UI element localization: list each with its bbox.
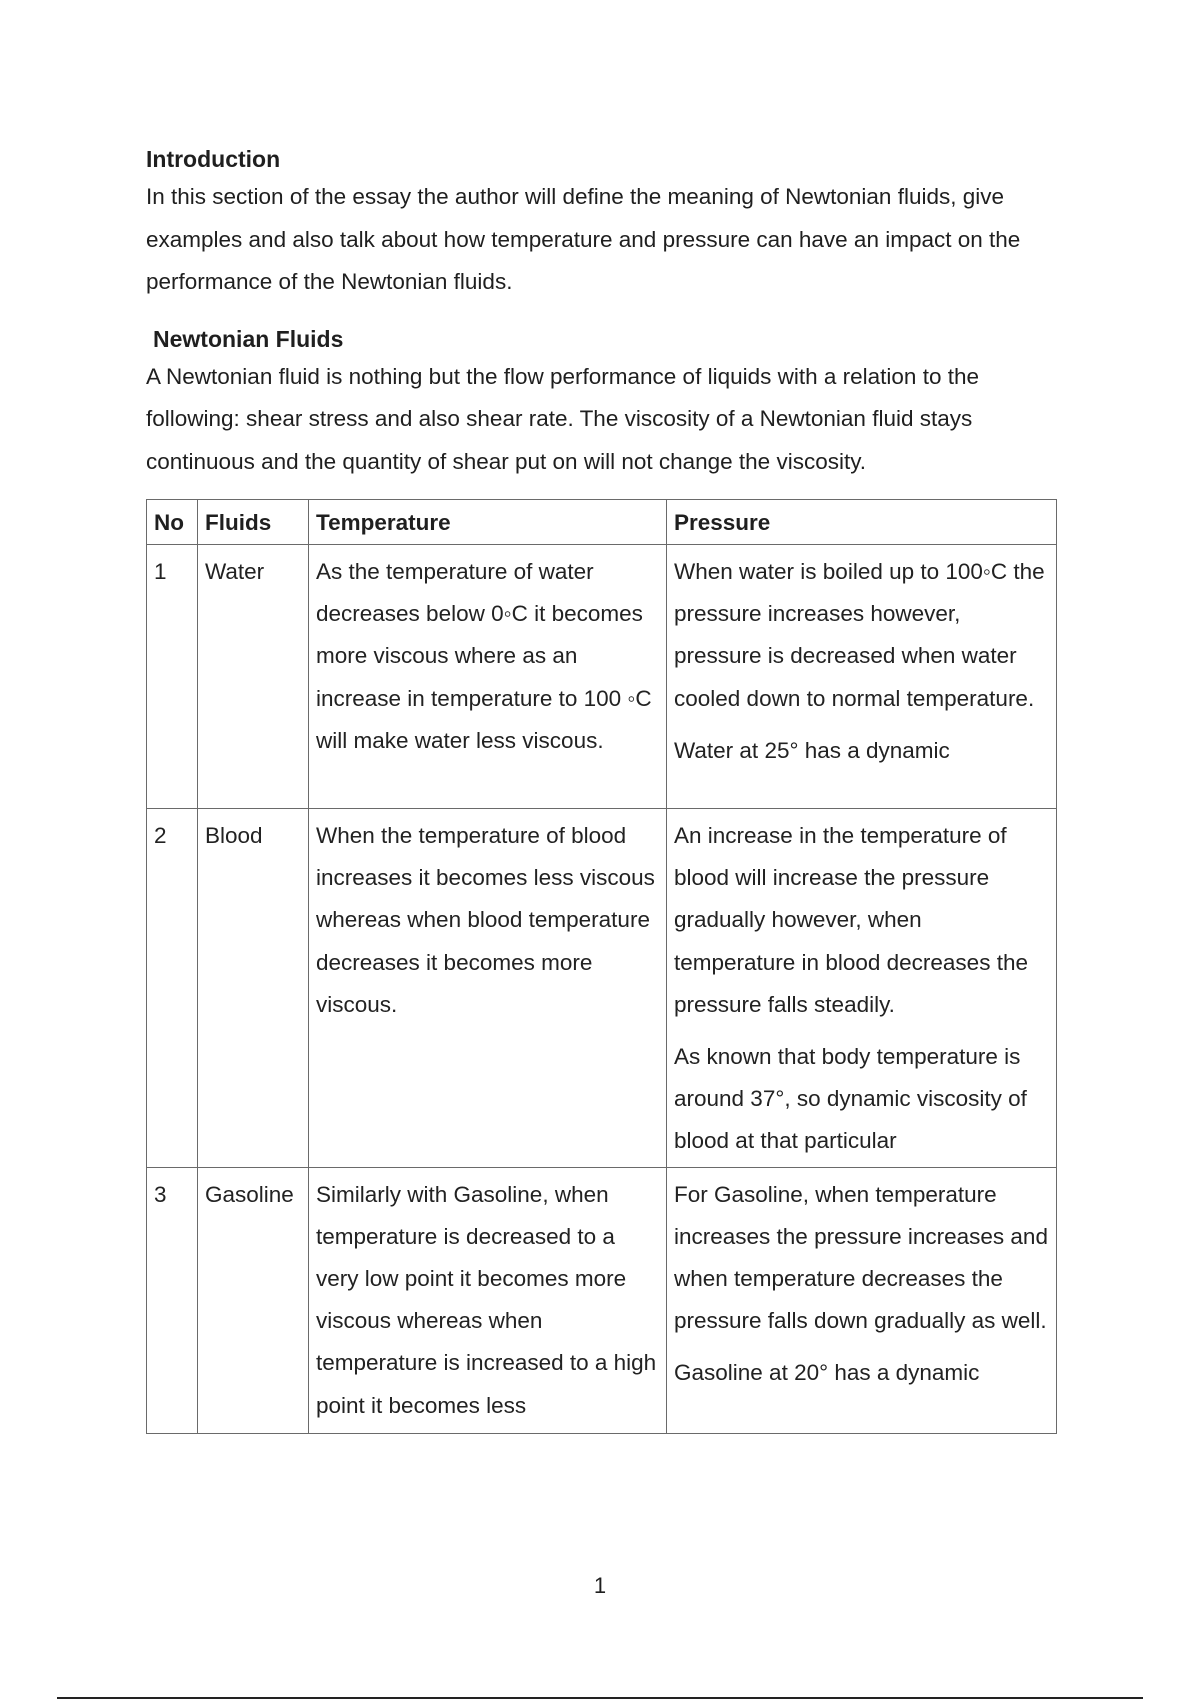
pressure-cell — [667, 545, 1057, 809]
header-fluids: Fluids — [198, 500, 309, 545]
pressure-text: For Gasoline, when temperature increases the pressure increases and when temperature decreases the pressure falls down gradually as well. — [674, 1181, 1048, 1334]
pressure-text: When water is boiled up to 100◦C the pressure increases however, pressure is decreased when water cooled down to normal temperature. — [674, 559, 1045, 711]
pressure-extra-text: As known that body temperature is around 37°, so dynamic viscosity of blood at that particular — [674, 1044, 1027, 1154]
header-no: No — [147, 500, 198, 545]
page-number: 1 — [593, 1573, 607, 1598]
pressure-extra-text: Gasoline at 20° has a dynamic — [674, 1360, 980, 1386]
fluids-table — [146, 499, 1057, 1434]
introduction-paragraph: In this section of the essay the author will define the meaning of Newtonian fluids, give examples and also talk about how temperature and pressure can have an impact on the performance of the Newtonian fluids. — [146, 184, 1021, 294]
page-content — [146, 142, 1056, 1434]
newtonian-fluids-heading: Newtonian Fluids — [153, 325, 344, 352]
table-header-row — [147, 500, 1057, 545]
temperature-cell: When the temperature of blood increases it becomes less viscous whereas when blood temperature decreases it becomes more viscous. — [309, 809, 667, 1168]
fluid-name — [198, 1167, 309, 1433]
table-row — [147, 545, 1057, 809]
fluid-name — [198, 809, 309, 1168]
pressure-cell — [667, 1167, 1057, 1433]
temperature-cell: As the temperature of water decreases below 0◦C it becomes more viscous where as an increase in temperature to 100 ◦C will make water less viscous. — [309, 545, 667, 809]
footer-divider — [57, 1697, 1143, 1699]
row-number: 3 — [147, 1167, 198, 1433]
pressure-cell — [667, 809, 1057, 1168]
fluid-name — [198, 545, 309, 809]
table-row — [147, 1167, 1057, 1433]
row-number: 2 — [147, 809, 198, 1168]
row-number: 1 — [147, 545, 198, 809]
pressure-extra-text: Water at 25° has a dynamic — [674, 737, 950, 763]
header-pressure: Pressure — [667, 500, 1057, 545]
table-row — [147, 809, 1057, 1168]
fluid-name-text: Gasoline — [205, 1181, 294, 1207]
introduction-heading: Introduction — [146, 146, 281, 172]
pressure-text: An increase in the temperature of blood will increase the pressure gradually however, when temperature in blood decreases the pressure falls steadily. — [674, 823, 1028, 1017]
fluid-name-text: Water — [205, 559, 265, 584]
header-temperature: Temperature — [309, 500, 667, 545]
temperature-cell: Similarly with Gasoline, when temperature is decreased to a very low point it becomes more viscous whereas when temperature is increased to a high point it becomes less — [309, 1167, 667, 1433]
newtonian-fluids-paragraph: A Newtonian fluid is nothing but the flow performance of liquids with a relation to the following: shear stress and also shear rate. The viscosity of a Newtonian fluid stays continuous and the quantity of shear put on will not change the viscosity. — [146, 363, 979, 474]
fluid-name-text: Blood — [205, 823, 263, 848]
